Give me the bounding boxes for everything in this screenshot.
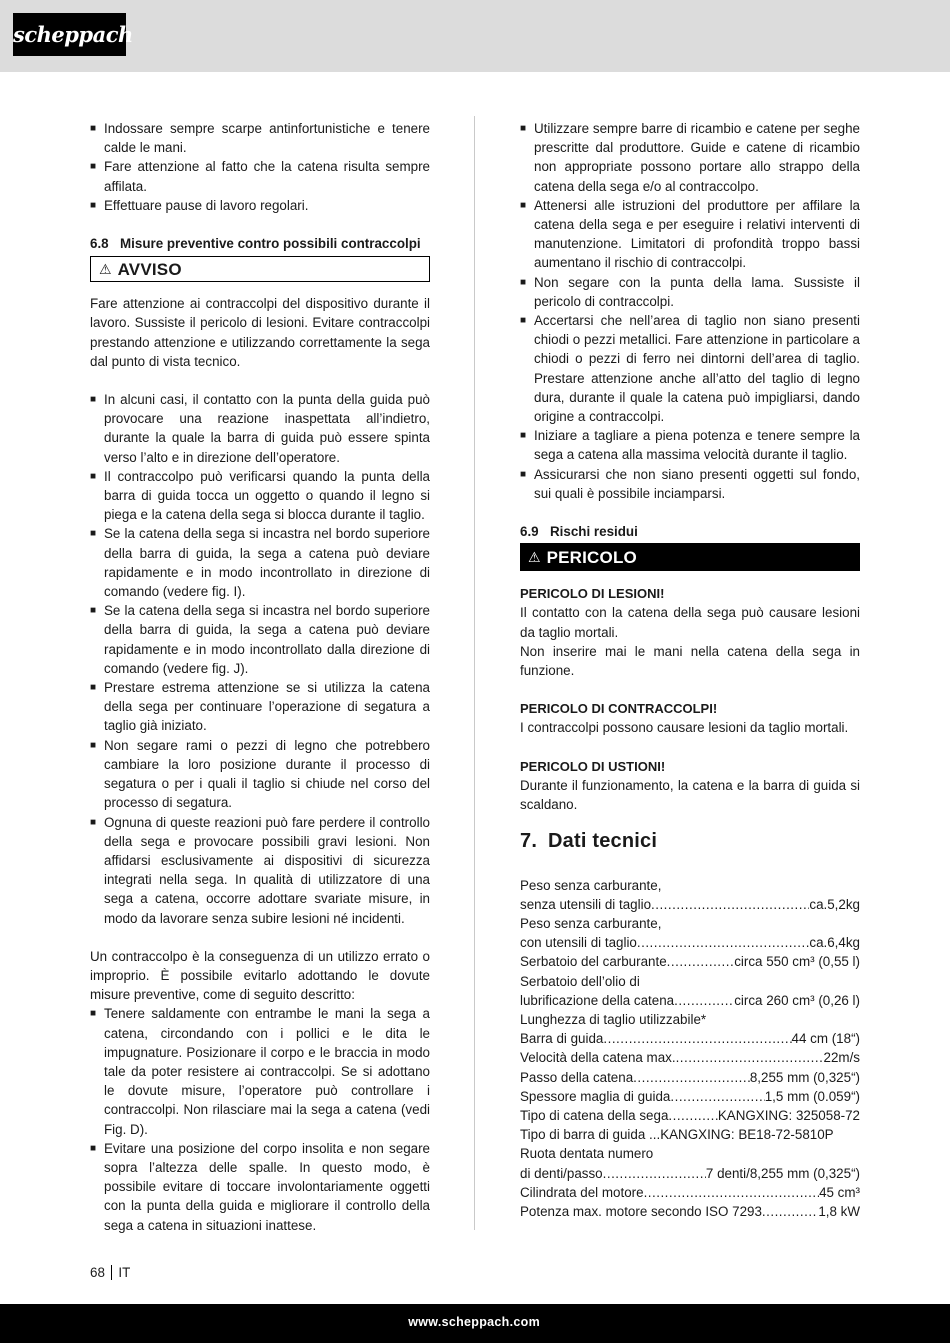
divider — [111, 1265, 113, 1280]
hazard-text: Non inserire mai le mani nella catena della sega in funzione. — [520, 643, 860, 679]
section-heading-6-9: 6.9 Rischi residui — [520, 524, 638, 540]
scheppach-logo — [13, 13, 133, 56]
hazard-text: Il contatto con la catena della sega può causare lesioni da taglio mortali. — [520, 605, 860, 640]
list-item: ■ Ognuna di queste reazioni può fare perdere il controllo della sega e provocare possibili gravi lesioni. Non affidarsi esclusivamente ai dispositivi di sicurezza integrati nella sega. In qualità di utilizzatore di una sega a catena, occorre adottare svariate misure, in modo da lavorare senza subire lesioni né incidenti. — [90, 813, 430, 928]
hazard-title: PERICOLO DI USTIONI! — [520, 758, 666, 774]
hazard-text: Durante il funzionamento, la catena e la barra di guida si scaldano. — [520, 777, 860, 813]
logo-text: scheppach — [13, 22, 133, 47]
warning-box — [90, 256, 430, 282]
list-item: ■ Se la catena della sega si incastra nel bordo superiore della barra di guida, la sega a catena può deviare rapidamente e in modo incontrollato in direzione di comando (vedere fig. I). — [90, 524, 430, 601]
list-item: ■ Non segare rami o pezzi di legno che potrebbero cambiare la loro posizione durante il processo di segatura o per i quali il taglio si chiude nel corso del processo di segatura. — [90, 736, 430, 813]
list-item: ■ Utilizzare sempre barre di ricambio e catene per seghe prescritte dal produttore. Guide e catene di ricambio non appropriate possono portare allo strappo della catena della sega e/o al contraccolpo. — [520, 119, 860, 196]
spec-row: Spessore maglia di guida ..... 1,5 mm (0.059“) — [520, 1087, 860, 1106]
bullet-icon: ■ — [90, 1142, 97, 1154]
bullet-icon: ■ — [90, 1008, 97, 1020]
bullet-icon: ■ — [520, 430, 527, 442]
bullet-icon: ■ — [90, 394, 97, 406]
list-item: ■ Se la catena della sega si incastra nel bordo superiore della barra di guida, la sega a catena può deviare rapidamente e in modo incontrollato dalla direzione di comando (vedere fig. J). — [90, 601, 430, 678]
bullet-icon: ■ — [520, 315, 527, 327]
hazard-title: PERICOLO DI CONTRACCOLPI! — [520, 701, 718, 717]
hazard-title: PERICOLO DI LESIONI! — [520, 586, 665, 602]
bullet-icon: ■ — [90, 605, 97, 617]
spec-row: Barra di guida ..... 44 cm (18“) — [520, 1029, 860, 1048]
bullet-icon: ■ — [90, 816, 97, 828]
list-item: ■ Il contraccolpo può verificarsi quando la punta della barra di guida tocca un oggetto o quando il legno si piega e la catena della sega si blocca durante il taglio. — [90, 467, 430, 525]
bullet-icon: ■ — [90, 682, 97, 694]
spec-row: di denti/passo ..... 7 denti/8,255 mm (0,325“) — [520, 1164, 860, 1183]
left-column — [90, 119, 430, 1235]
spec-row: Ruota dentata numero — [520, 1146, 654, 1162]
list-item: ■ Fare attenzione al fatto che la catena risulta sempre affilata. — [90, 157, 430, 195]
bullet-icon: ■ — [90, 470, 97, 482]
spec-row: Peso senza carburante, — [520, 915, 662, 931]
list-item: ■ In alcuni casi, il contatto con la punta della guida può provocare una reazione inaspettata all’indietro, durante la quale la barra di guida può essere spinta verso l’alto e in direzione dell’operatore. — [90, 390, 430, 467]
footer-bar — [0, 1304, 950, 1343]
list-item: ■ Prestare estrema attenzione se si utilizza la catena della sega per continuare l’operazione di segatura a taglio già iniziato. — [90, 678, 430, 736]
bullet-icon: ■ — [90, 199, 97, 211]
paragraph: Un contraccolpo è la conseguenza di un utilizzo errato o improprio. È possibile evitarlo adottando le dovute misure preventive, come di seguito descritto: — [90, 948, 430, 1003]
danger-label: PERICOLO — [546, 547, 637, 567]
spec-row: Serbatoio del carburante ..... circa 550 cm³ (0,55 l) — [520, 952, 860, 971]
bullet-icon: ■ — [90, 528, 97, 540]
list-item: ■ Iniziare a tagliare a piena potenza e tenere sempre la sega a catena alla massima velocità durante il taglio. — [520, 426, 860, 464]
list-item: ■ Evitare una posizione del corpo insolita e non segare sopra l’altezza delle spalle. In questo modo, è possibile evitare di toccare involontariamente oggetti con la punta della guida e migliorare il controllo della sega a catena in situazioni inattese. — [90, 1139, 430, 1235]
list-item: ■ Non segare con la punta della lama. Sussiste il pericolo di contraccolpi. — [520, 273, 860, 311]
bullet-icon: ■ — [520, 199, 527, 211]
danger-triangle-icon: ⚠ — [528, 548, 541, 565]
list-item: ■ Tenere saldamente con entrambe le mani la sega a catena, circondando con i pollici e le dita le impugnature. Posizionare il corpo e le braccia in modo tale da poter resistere ai contraccolpi. Se si adottano le dovute misure, l’operatore può controllare i contraccolpi. Non rilasciare mai la sega a catena (vedi Fig. D). — [90, 1004, 430, 1138]
spec-table — [520, 876, 860, 1222]
danger-box — [520, 543, 860, 571]
spec-row: lubrificazione della catena ..... circa 260 cm³ (0,26 l) — [520, 991, 860, 1010]
hazard-text: I contraccolpi possono causare lesioni da taglio mortali. — [520, 720, 849, 736]
spec-row: Tipo di catena della sega ..... KANGXING: 325058-72 — [520, 1106, 860, 1125]
spec-row: Lunghezza di taglio utilizzabile* — [520, 1011, 707, 1027]
spec-row: Potenza max. motore secondo ISO 7293 ..... 1,8 kW — [520, 1202, 860, 1221]
bullet-icon: ■ — [90, 161, 97, 173]
spec-row: Serbatoio dell’olio di — [520, 973, 640, 989]
warning-label: AVVISO — [117, 259, 182, 279]
footer-url: www.scheppach.com — [408, 1315, 540, 1329]
bullet-icon: ■ — [90, 123, 97, 134]
header-bar — [0, 0, 950, 72]
spec-row: con utensili di taglio ..... ca.6,4kg — [520, 933, 860, 952]
bullet-icon: ■ — [520, 276, 527, 288]
column-divider — [474, 116, 475, 1230]
spec-row: Tipo di barra di guida ... KANGXING: BE18-72-5810P — [520, 1127, 834, 1143]
spec-row: Cilindrata del motore ..... 45 cm³ — [520, 1183, 860, 1202]
section-heading-7: 7. Dati tecnici — [520, 830, 658, 853]
section-heading-6-8: 6.8 Misure preventive contro possibili contraccolpi — [90, 236, 421, 252]
spec-row: Peso senza carburante, — [520, 877, 662, 893]
bullet-icon: ■ — [520, 468, 527, 480]
list-item: ■ Assicurarsi che non siano presenti oggetti sul fondo, sui quali è possibile inciamparsi. — [520, 465, 860, 503]
warning-triangle-icon: ⚠ — [99, 260, 112, 277]
right-column — [520, 119, 860, 1221]
warning-text: Fare attenzione ai contraccolpi del dispositivo durante il lavoro. Sussiste il pericolo di lesioni. Evitare contraccolpi prestando attenzione e utilizzando correttamente la sega dal punto di vista tecnico. — [90, 296, 430, 369]
list-item: ■ Effettuare pause di lavoro regolari. — [90, 196, 430, 215]
bullet-icon: ■ — [90, 739, 97, 751]
spec-row: Velocità della catena max. ..... 22m/s — [520, 1048, 860, 1067]
list-item: ■ Accertarsi che nell’area di taglio non siano presenti chiodi o pezzi metallici. Fare attenzione in particolare a chiodi o pezzi di ferro nei dintorni dell’area di taglio. Prestare attenzione anche all’atto del taglio di legno dura, durante il quale la catena può impigliarsi, dando origine a contraccolpi. — [520, 311, 860, 426]
spec-row: senza utensili di taglio ..... ca.5,2kg — [520, 895, 860, 914]
bullet-icon: ■ — [520, 123, 527, 134]
spec-row: Passo della catena ..... 8,255 mm (0,325“) — [520, 1068, 860, 1087]
list-item: ■ Attenersi alle istruzioni del produttore per affilare la catena della sega e per eseguire i relativi interventi di manutenzione. Limitatori di profondità troppo bassi aumentano il rischio di contraccolpi. — [520, 196, 860, 273]
page-number: 68 IT — [90, 1265, 131, 1280]
list-item: ■ Indossare sempre scarpe antinfortunistiche e tenere calde le mani. — [90, 119, 430, 157]
